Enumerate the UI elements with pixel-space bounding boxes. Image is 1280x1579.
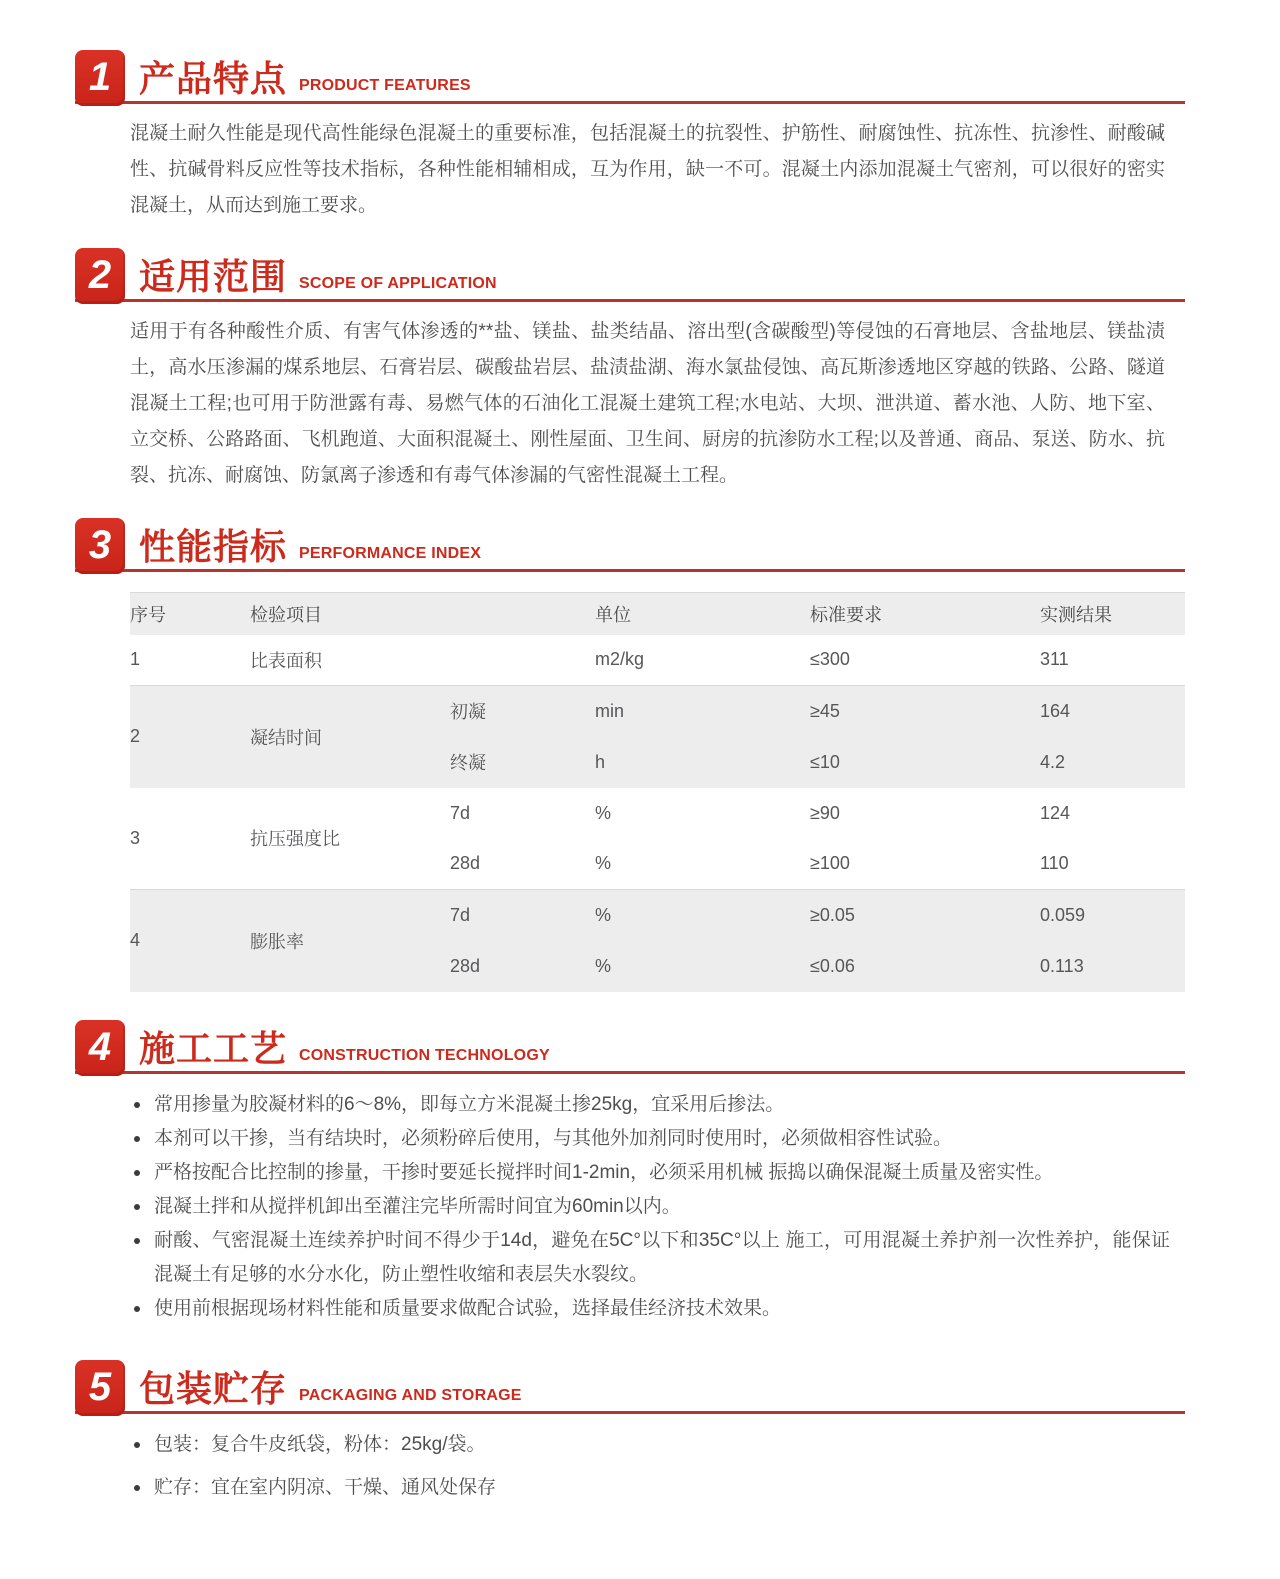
section-packaging-and-storage	[75, 1360, 1185, 1505]
bullet-item: 贮存：宜在室内阴凉、干燥、通风处保存	[130, 1471, 1170, 1505]
table-cell-sub: 终凝	[450, 753, 486, 773]
section-underline	[75, 1071, 1185, 1074]
table-cell-item: 抗压强度比	[225, 788, 450, 890]
table-cell-unit: h	[595, 751, 606, 772]
table-cell-sub: 7d	[450, 802, 471, 823]
section-number: 1	[88, 55, 112, 99]
section-subtitle: PRODUCT FEATURES	[299, 77, 471, 94]
section-underline	[75, 101, 1185, 104]
section-number-badge	[75, 1360, 125, 1416]
table-cell-standard: ≤10	[810, 751, 840, 772]
table-cell-result: 124	[1040, 802, 1071, 823]
section-header	[75, 518, 1185, 572]
section-underline	[75, 1411, 1185, 1414]
table-header-row	[130, 593, 1185, 635]
section-number: 4	[88, 1024, 112, 1069]
table-cell-standard: ≥100	[810, 839, 1040, 890]
section-number-badge	[75, 1020, 125, 1076]
table-cell-unit: %	[595, 955, 612, 976]
table-cell-no: 4	[130, 930, 141, 951]
bullet-item: 混凝土拌和从搅拌机卸出至灌注完毕所需时间宜为60min以内。	[130, 1190, 1170, 1224]
table-cell-sub	[450, 635, 595, 686]
section-performance-index	[75, 518, 1185, 992]
table-header-item: 检验项目	[250, 604, 322, 625]
section-title: 施工工艺	[139, 1027, 288, 1069]
section-subtitle: PERFORMANCE INDEX	[299, 545, 482, 562]
section-subtitle: PACKAGING AND STORAGE	[299, 1386, 522, 1404]
table-row	[130, 635, 1185, 686]
section-header	[75, 50, 1185, 104]
section-titles	[139, 518, 1185, 572]
table-cell-item: 比表面积	[225, 635, 450, 686]
table-cell-result: 164	[1040, 700, 1071, 721]
table-cell-item: 凝结时间	[250, 727, 322, 748]
section-subtitle: CONSTRUCTION TECHNOLOGY	[299, 1046, 550, 1064]
section-number: 2	[88, 253, 112, 297]
section-title: 包装贮存	[139, 1367, 288, 1409]
section-underline	[75, 569, 1185, 572]
table-cell-unit: m2/kg	[595, 635, 810, 686]
section-titles	[139, 1020, 1185, 1074]
table-header-result: 实测结果	[1040, 604, 1112, 625]
section-underline	[75, 299, 1185, 302]
table-cell-unit: %	[595, 802, 612, 823]
bullet-item: 常用掺量为胶凝材料的6～8%，即每立方米混凝土掺25kg，宜采用后掺法。	[130, 1088, 1170, 1122]
section-number-badge	[75, 248, 125, 304]
section-title: 适用范围	[139, 256, 288, 297]
bullet-item: 耐酸、气密混凝土连续养护时间不得少于14d，避免在5C°以下和35C°以上 施工，可用混凝土养护剂一次性养护，能保证混凝土有足够的水分水化，防止塑性收缩和表层失水裂纹。	[130, 1224, 1170, 1292]
bullet-item: 使用前根据现场材料性能和质量要求做配合试验，选择最佳经济技术效果。	[130, 1292, 1170, 1326]
section-header	[75, 248, 1185, 302]
section-title: 性能指标	[139, 526, 288, 567]
table-cell-standard: ≥90	[810, 802, 840, 823]
section-subtitle: SCOPE OF APPLICATION	[299, 275, 497, 292]
table-cell-unit: %	[595, 904, 612, 925]
table-cell-unit: min	[595, 700, 625, 721]
table-row	[130, 788, 1185, 839]
section-titles	[139, 248, 1185, 302]
section-number: 3	[88, 523, 112, 567]
table-cell-sub: 初凝	[450, 702, 486, 723]
table-cell-standard: ≤0.06	[810, 955, 855, 976]
bullet-item: 本剂可以干掺，当有结块时，必须粉碎后使用，与其他外加剂同时使用时，必须做相容性试验。	[130, 1122, 1170, 1156]
section-number-badge	[75, 50, 125, 106]
section-construction-technology	[75, 1020, 1185, 1326]
table-header-standard: 标准要求	[810, 604, 882, 625]
table-cell-sub: 28d	[450, 955, 481, 976]
table-header-no: 序号	[130, 604, 166, 625]
table-cell-standard: ≤300	[810, 635, 1040, 686]
table-cell-result: 311	[1040, 635, 1185, 686]
table-cell-no: 3	[130, 788, 225, 890]
section-header	[75, 1020, 1185, 1074]
table-cell-result: 0.059	[1040, 904, 1086, 925]
section-number: 5	[88, 1364, 112, 1409]
table-header-unit: 单位	[595, 604, 631, 625]
table-row	[130, 890, 1185, 941]
table-cell-sub: 7d	[450, 904, 471, 925]
packaging-bullet-list	[130, 1428, 1170, 1505]
table-row	[130, 686, 1185, 737]
table-cell-result: 4.2	[1040, 751, 1066, 772]
section-product-features	[75, 50, 1185, 224]
bullet-item: 严格按配合比控制的掺量，干掺时要延长搅拌时间1-2min，必须采用机械 振捣以确保混凝土质量及密实性。	[130, 1156, 1170, 1190]
section-titles	[139, 50, 1185, 104]
table-cell-standard: ≥0.05	[810, 904, 855, 925]
bullet-item: 包装：复合牛皮纸袋，粉体：25kg/袋。	[130, 1428, 1170, 1462]
section-titles	[139, 1360, 1185, 1414]
section-paragraph: 适用于有各种酸性介质、有害气体渗透的**盐、镁盐、盐类结晶、溶出型(含碳酸型)等侵蚀的石膏地层、含盐地层、镁盐渍土，高水压渗漏的煤系地层、石膏岩层、碳酸盐岩层、盐渍盐湖、海水氯盐侵蚀、高瓦斯渗透地区穿越的铁路、公路、隧道混凝土工程;也可用于防泄露有毒、易燃气体的石油化工混凝土建筑工程;水电站、大坝、泄洪道、蓄水池、人防、地下室、立交桥、公路路面、飞机跑道、大面积混凝土、刚性屋面、卫生间、厨房的抗渗防水工程;以及普通、商品、泵送、防水、抗裂、抗冻、耐腐蚀、防氯离子渗透和有毒气体渗漏的气密性混凝土工程。	[130, 321, 1165, 486]
table-cell-item: 膨胀率	[250, 931, 304, 952]
table-cell-result: 110	[1040, 839, 1185, 890]
performance-table	[130, 592, 1185, 992]
table-cell-no: 1	[130, 635, 225, 686]
section-number-badge	[75, 518, 125, 574]
section-header	[75, 1360, 1185, 1414]
section-paragraph: 混凝土耐久性能是现代高性能绿色混凝土的重要标准，包括混凝土的抗裂性、护筋性、耐腐蚀性、抗冻性、抗渗性、耐酸碱性、抗碱骨料反应性等技术指标，各种性能相辅相成，互为作用，缺一不可。混凝土内添加混凝土气密剂，可以很好的密实混凝土，从而达到施工要求。	[130, 123, 1165, 216]
table-cell-sub: 28d	[450, 839, 595, 890]
section-title: 产品特点	[139, 58, 288, 99]
table-cell-no: 2	[130, 726, 141, 747]
section-scope-of-application	[75, 248, 1185, 494]
table-cell-standard: ≥45	[810, 700, 840, 721]
construction-bullet-list	[130, 1088, 1170, 1326]
table-cell-unit: %	[595, 839, 810, 890]
table-cell-result: 0.113	[1040, 955, 1084, 976]
